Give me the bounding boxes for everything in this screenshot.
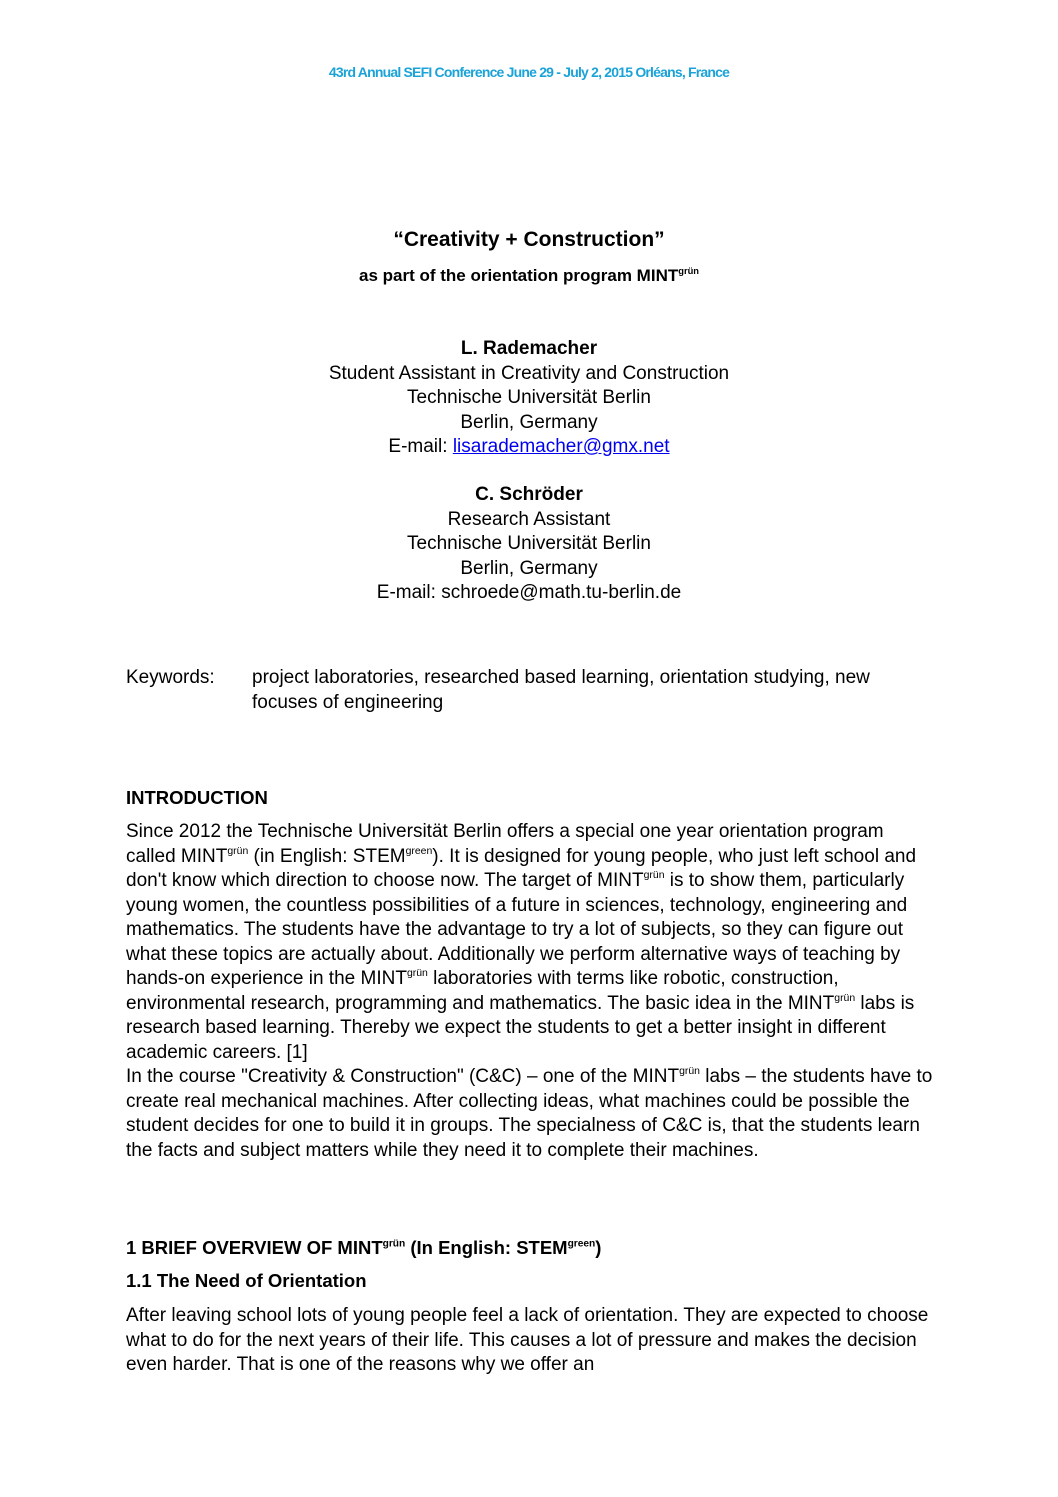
email-text: schroede@math.tu-berlin.de [441,582,682,603]
author-affiliation: Student Assistant in Creativity and Construction [328,362,730,384]
superscript: grün [382,1238,406,1250]
superscript: grün [679,1066,700,1078]
text-run: labs – the students have to create real mechanical machines. After collecting ideas, what machines could be possible the student decides for one to build it in groups. The specialness of C&C is, that the students learn the facts and subject matters while they need it to complete their machines. [126,1066,933,1161]
text-run: (In English: STEM [405,1237,568,1258]
text-run: ). It is designed for young people, who just left school and don't know which direction to choose now. The target of MINT [126,845,917,891]
text-run: ) [595,1237,602,1258]
text-run: is to show them, particularly young women, the countless possibilities of a future in sciences, technology, engineering and mathematics. The students have the advantage to try a lot of subjects, so they can figure out what these topics are actually about. Additionally we perform alternative ways of teaching by hands-on experience in the MINT [126,870,908,989]
author-institution: Technische Universität Berlin [407,387,651,408]
superscript: grün [406,968,428,980]
introduction-paragraph-2 [126,1065,936,1163]
author-block-1 [0,337,1058,460]
subtitle-text: as part of the orientation program MINT [358,266,679,285]
author-location: Berlin, Germany [460,557,598,579]
keywords-label: Keywords: [126,667,215,688]
superscript: green [567,1238,596,1250]
superscript: grün [834,992,856,1004]
introduction-heading: INTRODUCTION [126,787,268,808]
text-run: laboratories with terms like robotic, construction, environmental research, programming and mathematics. The basic idea in the MINT [126,968,839,1014]
text-run: (in English: STEM [248,845,406,867]
paper-title: “Creativity + Construction” [393,228,665,251]
author-email-line [0,435,1058,460]
author-block-2 [0,483,1058,606]
author-name: L. Rademacher [460,338,598,359]
superscript: green [405,845,433,857]
section-1-1-paragraph: After leaving school lots of young people feel a lack of orientation. They are expected to choose what to do for the next years of their life. This causes a lot of pressure and makes the decision even harder. That is one of the reasons why we offer an [126,1305,929,1375]
introduction-paragraph-1 [126,820,936,1065]
conference-header: 43rd Annual SEFI Conference June 29 - July 2, 2015 Orléans, France [328,64,730,80]
email-link[interactable]: lisarademacher@gmx.net [452,436,670,457]
keywords-block [126,666,936,715]
text-run: 1 BRIEF OVERVIEW OF MINT [126,1237,383,1258]
keywords-text: project laboratories, researched based learning, orientation studying, new focuses of engineering [252,667,870,713]
email-label: E-mail: [388,436,453,457]
subtitle-superscript: grün [678,266,699,276]
author-location: Berlin, Germany [460,411,598,433]
section-1-1-body [126,1304,936,1378]
section-1-1-heading: 1.1 The Need of Orientation [126,1270,367,1291]
author-affiliation: Research Assistant [447,508,611,530]
superscript: grün [643,870,665,882]
paper-subtitle [0,266,1058,286]
author-institution: Technische Universität Berlin [407,533,651,554]
author-email-line [0,581,1058,606]
text-run: labs is research based learning. Thereby we expect the students to get a better insight in different academic careers. [1] [126,992,915,1063]
text-run: Since 2012 the Technische Universität Berlin offers a special one year orientation program called MINT [126,821,884,867]
text-run: In the course "Creativity & Construction" (C&C) – one of the MINT [126,1066,680,1087]
superscript: grün [227,845,249,857]
email-label: E-mail: [376,582,442,603]
author-name: C. Schröder [475,484,583,505]
introduction-body [126,820,936,1163]
section-1-heading [126,1237,601,1259]
